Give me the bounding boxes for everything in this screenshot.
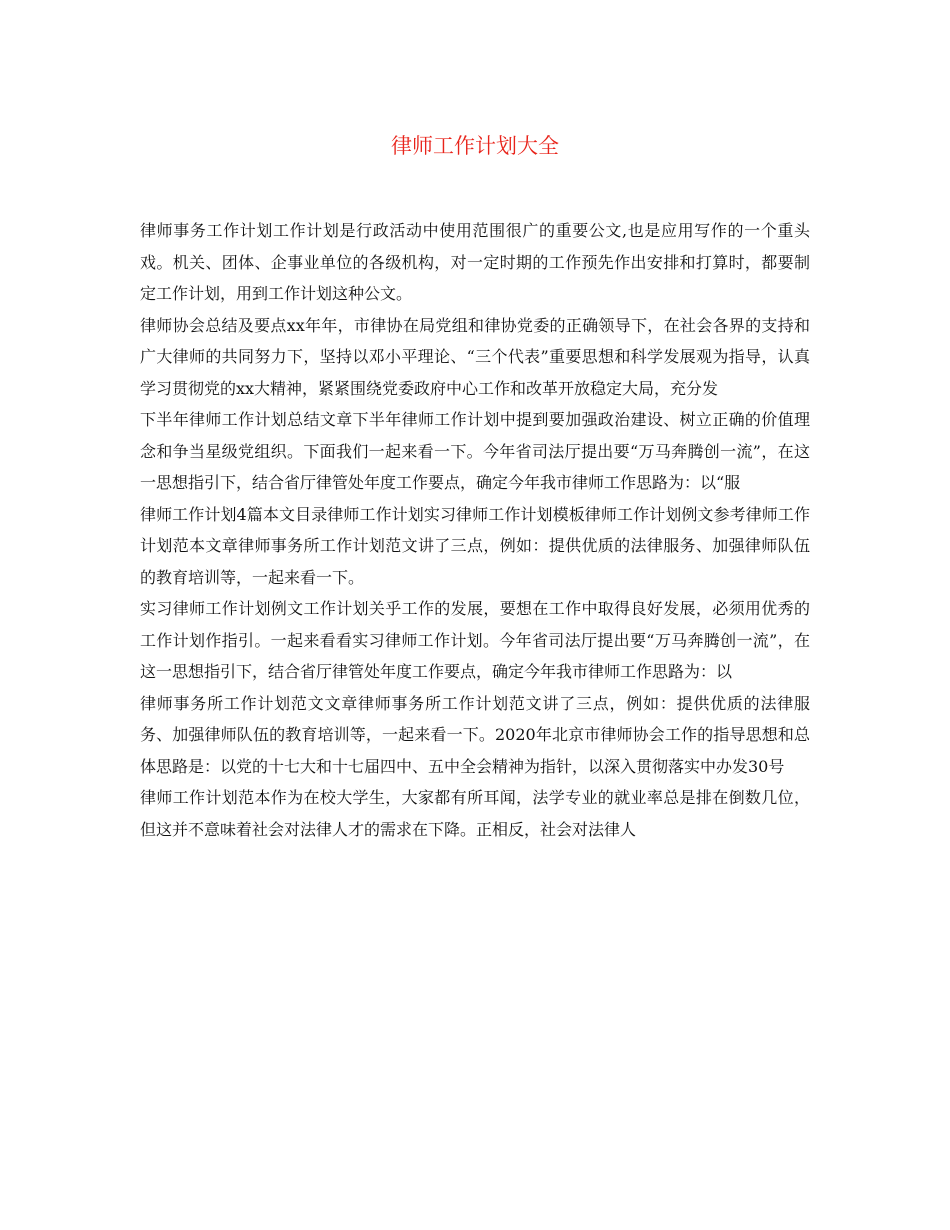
- paragraph-7: 律师工作计划范本作为在校大学生，大家都有所耳闻，法学专业的就业率总是排在倒数几位，但这并不意味着社会对法律人才的需求在下降。正相反，社会对法律人: [140, 788, 810, 839]
- paragraph-6: 律师事务所工作计划范文文章律师事务所工作计划范文讲了三点，例如：提供优质的法律服务、加强律师队伍的教育培训等，一起来看一下。2020年北京市律师协会工作的指导思想和总体思路是：以党的十七大和十七届四中、五中全会精神为指针，以深入贯彻落实中办发30号: [140, 693, 810, 776]
- document-body: [140, 215, 810, 845]
- document-title: 律师工作计划大全: [391, 134, 559, 158]
- paragraph-5: 实习律师工作计划例文工作计划关乎工作的发展，要想在工作中取得良好发展，必须用优秀的工作计划作指引。一起来看看实习律师工作计划。今年省司法厅提出要“万马奔腾创一流”，在这一思想指引下，结合省厅律管处年度工作要点，确定今年我市律师工作思路为：以: [140, 599, 810, 681]
- paragraph-2: 律师协会总结及要点xx年年，市律协在局党组和律协党委的正确领导下，在社会各界的支持和广大律师的共同努力下，坚持以邓小平理论、“三个代表”重要思想和科学发展观为指导，认真学习贯彻党的xx大精神，紧紧围绕党委政府中心工作和改革开放稳定大局，充分发: [140, 315, 810, 398]
- paragraph-3: 下半年律师工作计划总结文章下半年律师工作计划中提到要加强政治建设、树立正确的价值理念和争当星级党组织。下面我们一起来看一下。今年省司法厅提出要“万马奔腾创一流”，在这一思想指引下，结合省厅律管处年度工作要点，确定今年我市律师工作思路为：以“服: [140, 410, 810, 492]
- paragraph-1: 律师事务工作计划工作计划是行政活动中使用范围很广的重要公文,也是应用写作的一个重头戏。机关、团体、企事业单位的各级机构，对一定时期的工作预先作出安排和打算时，都要制定工作计划，用到工作计划这种公文。: [140, 221, 810, 303]
- paragraph-4: 律师工作计划4篇本文目录律师工作计划实习律师工作计划模板律师工作计划例文参考律师工作计划范本文章律师事务所工作计划范文讲了三点，例如：提供优质的法律服务、加强律师队伍的教育培训等，一起来看一下。: [140, 504, 810, 587]
